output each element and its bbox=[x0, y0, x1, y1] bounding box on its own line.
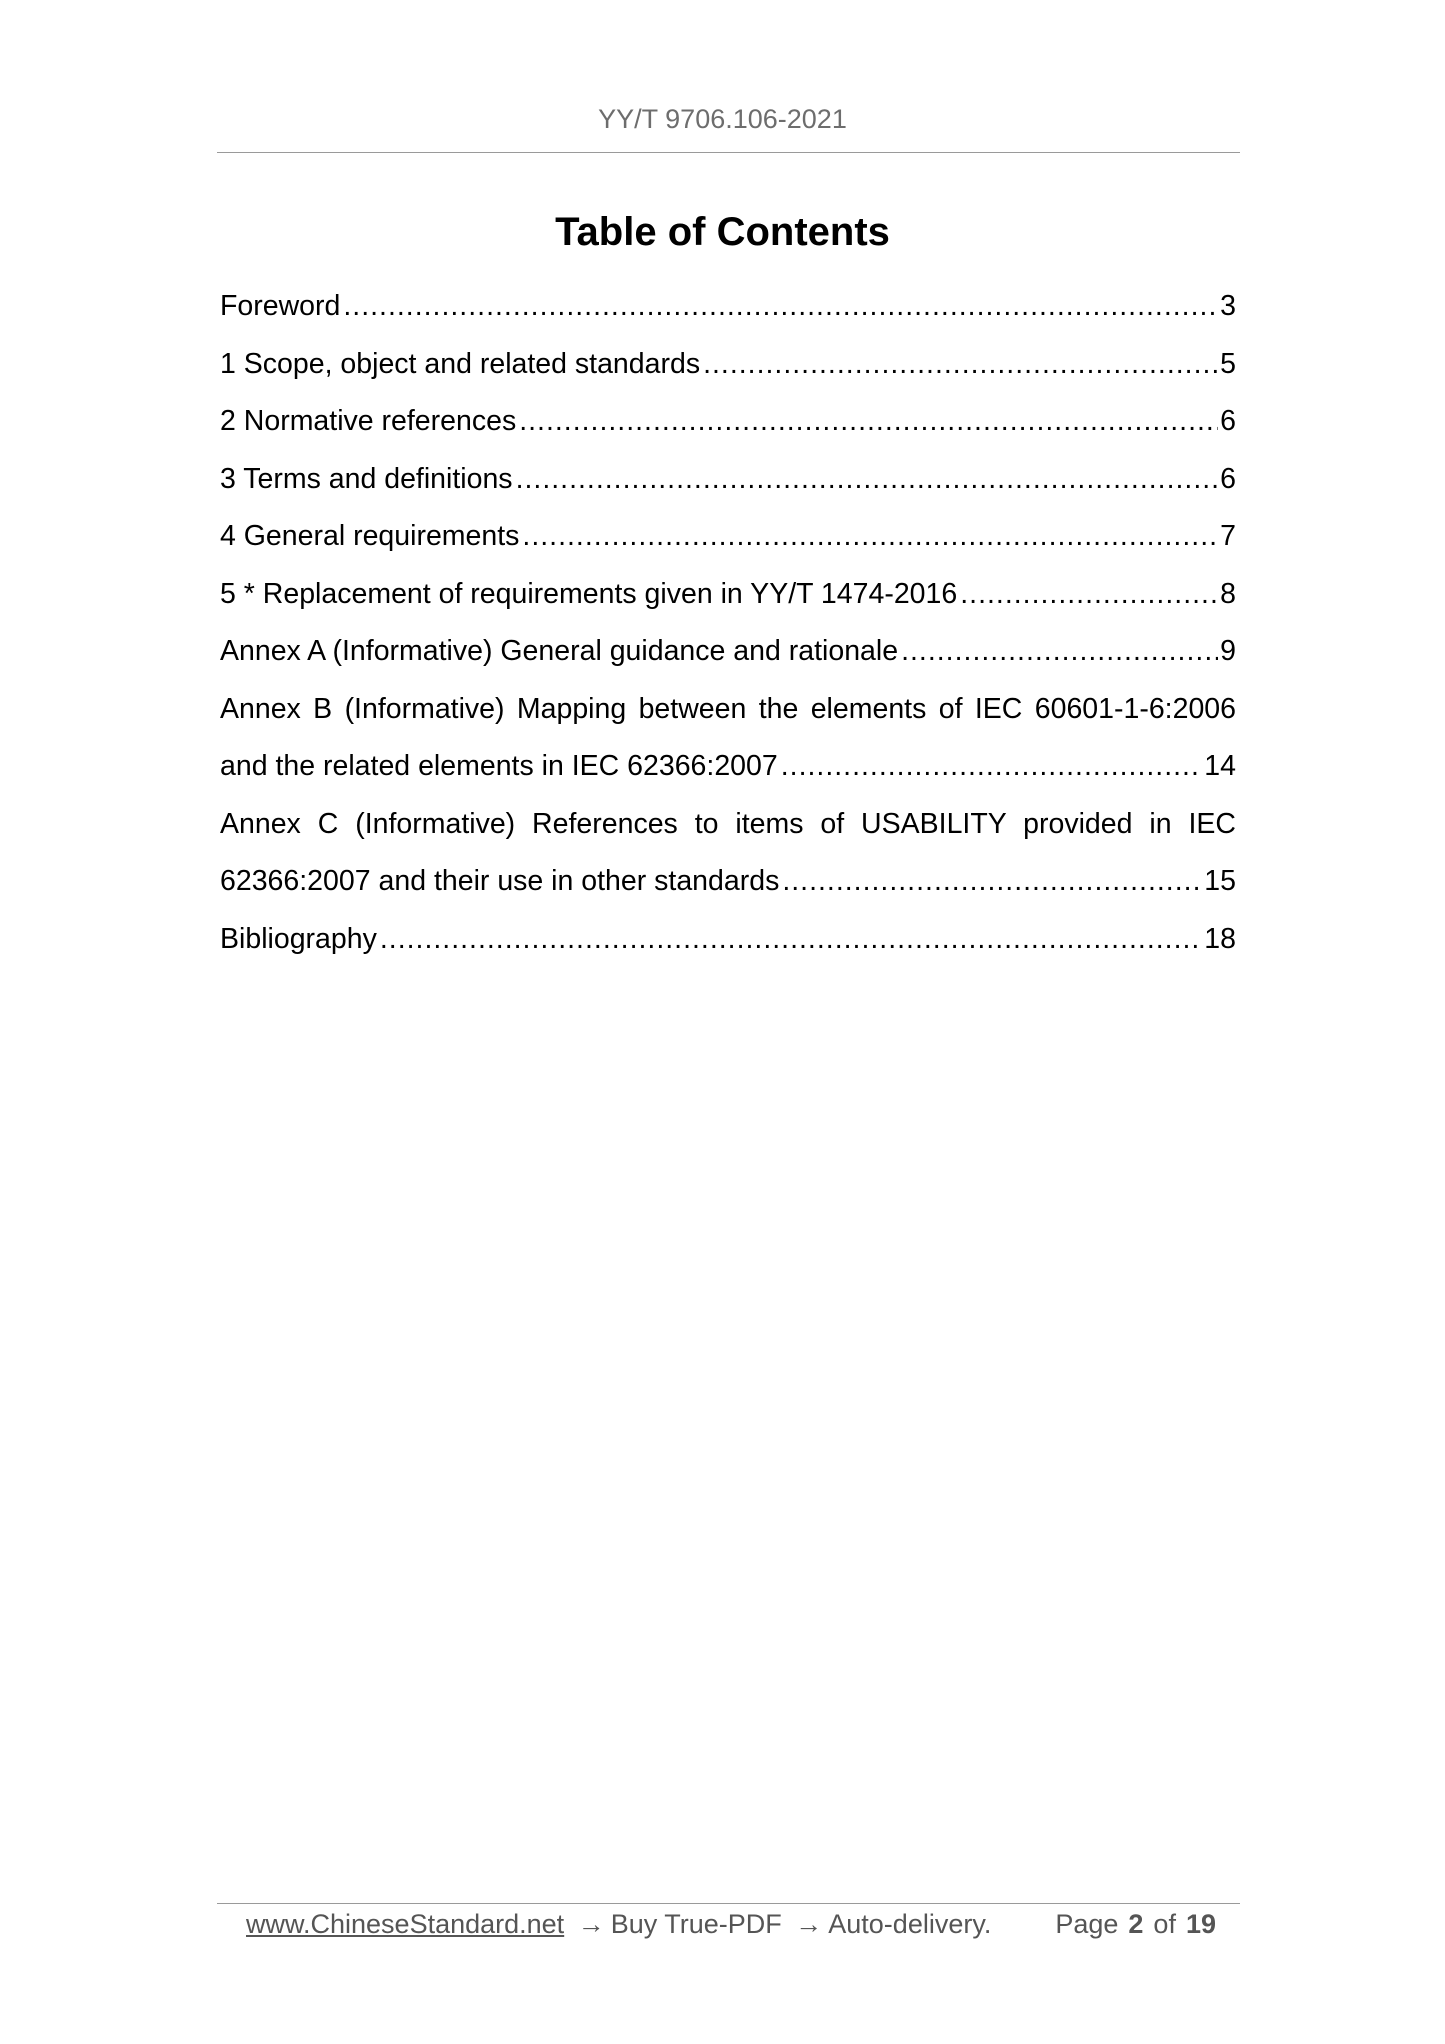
toc-entry-label: 1 Scope, object and related standards bbox=[220, 347, 701, 380]
toc-entry-page: 6 bbox=[1220, 405, 1236, 437]
toc-entry-foreword[interactable] bbox=[220, 278, 1236, 336]
toc-title: Table of Contents bbox=[555, 210, 890, 254]
toc-entry-normative-references[interactable] bbox=[220, 393, 1236, 451]
dot-leader bbox=[960, 566, 1218, 624]
toc-entry-page: 7 bbox=[1220, 520, 1236, 552]
toc-entry-replacement-requirements[interactable] bbox=[220, 566, 1236, 624]
delivery-text: Auto-delivery. bbox=[828, 1909, 992, 1939]
table-of-contents bbox=[220, 278, 1236, 968]
toc-entry-page: 3 bbox=[1220, 290, 1236, 322]
right-arrow-icon: → bbox=[795, 1909, 823, 1939]
total-pages: 19 bbox=[1185, 1909, 1216, 1939]
toc-entry-terms-definitions[interactable] bbox=[220, 451, 1236, 509]
document-id-header: YY/T 9706.106-2021 bbox=[598, 104, 847, 134]
dot-leader bbox=[782, 853, 1202, 911]
toc-entry-label: Bibliography bbox=[220, 922, 377, 955]
toc-entry-label: and the related elements in IEC 62366:2007 bbox=[220, 750, 778, 782]
right-arrow-icon: → bbox=[577, 1909, 605, 1939]
dot-leader bbox=[519, 393, 1218, 451]
dot-leader bbox=[522, 508, 1218, 566]
toc-entry-label-line: Annex B (Informative) Mapping between the elements of IEC 60601-1-6:2006 bbox=[220, 692, 1236, 725]
page-number bbox=[1055, 1904, 1216, 1944]
toc-entry-annex-a[interactable] bbox=[220, 623, 1236, 681]
toc-entry-label: Foreword bbox=[220, 290, 341, 322]
toc-entry-annex-b[interactable] bbox=[220, 681, 1236, 796]
dot-leader bbox=[703, 336, 1218, 394]
toc-entry-label: Annex A (Informative) General guidance and rationale bbox=[220, 635, 899, 667]
toc-entry-general-requirements[interactable] bbox=[220, 508, 1236, 566]
toc-entry-label: 4 General requirements bbox=[220, 520, 520, 552]
dot-leader bbox=[516, 451, 1219, 509]
page-word: Page bbox=[1055, 1909, 1119, 1939]
toc-entry-page: 6 bbox=[1220, 462, 1236, 495]
toc-entry-label-line: Annex C (Informative) References to items of USABILITY provided in IEC bbox=[220, 807, 1236, 840]
dot-leader bbox=[901, 623, 1218, 681]
toc-entry-page: 5 bbox=[1220, 347, 1236, 380]
buy-text: Buy True-PDF bbox=[610, 1909, 782, 1939]
page-footer bbox=[246, 1904, 1216, 1944]
header-divider bbox=[217, 152, 1240, 153]
toc-entry-label: 5 * Replacement of requirements given in YY/T 1474-2016 bbox=[220, 577, 958, 610]
toc-entry-page: 9 bbox=[1220, 635, 1236, 667]
of-word: of bbox=[1153, 1909, 1176, 1939]
toc-entry-label: 2 Normative references bbox=[220, 405, 517, 437]
dot-leader bbox=[380, 911, 1202, 969]
toc-entry-annex-c[interactable] bbox=[220, 796, 1236, 911]
dot-leader bbox=[343, 278, 1218, 336]
toc-entry-page: 15 bbox=[1204, 865, 1236, 897]
toc-entry-page: 18 bbox=[1204, 922, 1236, 955]
toc-entry-page: 14 bbox=[1204, 750, 1236, 782]
website-link[interactable]: www.ChineseStandard.net bbox=[246, 1909, 565, 1939]
toc-entry-label: 3 Terms and definitions bbox=[220, 462, 513, 495]
dot-leader bbox=[781, 738, 1203, 796]
toc-entry-page: 8 bbox=[1220, 577, 1236, 610]
toc-entry-label: 62366:2007 and their use in other standards bbox=[220, 865, 780, 897]
toc-entry-bibliography[interactable] bbox=[220, 911, 1236, 969]
current-page: 2 bbox=[1128, 1909, 1144, 1939]
toc-entry-scope[interactable] bbox=[220, 336, 1236, 394]
